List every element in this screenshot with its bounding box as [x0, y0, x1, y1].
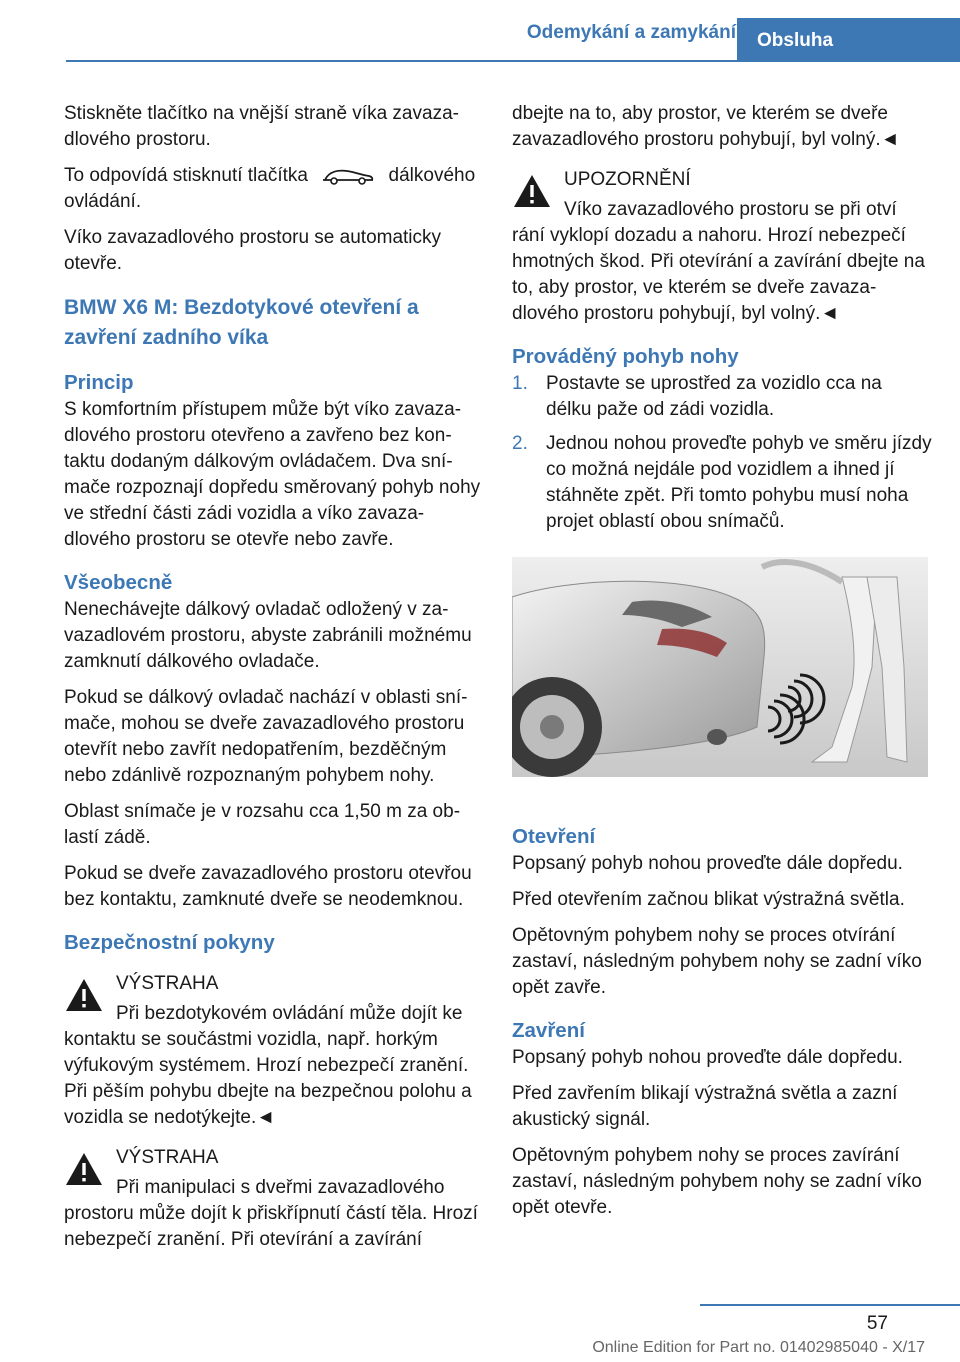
- page-number: 57: [866, 1313, 888, 1334]
- paragraph: Pokud se dálkový ovladač nachází v oblasti snímače, mohou se dveře zavazadlového prostoru otevřít nebo zavřít nedopatřením, bezděčným nebo zdánlivě rozpoznaným pohybem nohy.: [64, 687, 468, 786]
- warning-title: VÝSTRAHA: [116, 973, 219, 994]
- paragraph: dbejte na to, aby prostor, ve kterém se dveře zavazadlového prostoru pohybují, byl volný.◄: [512, 103, 900, 150]
- caution-text: rání vyklopí dozadu a nahoru. Hrozí nebezpečí hmotných škod. Při otevírání a zavírání dbejte na to, aby prostor, ve kterém se dveře zavazadlového prostoru pohybují, byl volný.◄: [512, 225, 925, 324]
- step-number: 1.: [512, 373, 528, 394]
- paragraph: Stiskněte tlačítko na vnější straně víka zavazadlového prostoru.: [64, 103, 459, 150]
- paragraph: Opětovným pohybem nohy se proces otvírání zastaví, následným pohybem nohy se zadní víko opět zavře.: [512, 925, 922, 998]
- warning-icon: [512, 173, 552, 209]
- warning-text: Při manipulaci s dveřmi zavazadlového: [116, 1177, 445, 1198]
- paragraph: Nenechávejte dálkový ovladač odložený v zavazadlovém prostoru, abyste zabránili možnému zamknutí dálkového ovladače.: [64, 599, 472, 672]
- warning-icon: [64, 977, 104, 1013]
- car-key-icon: [321, 167, 375, 185]
- step-text: Postavte se uprostřed za vozidlo cca na délku paže od zádi vozidla.: [546, 373, 882, 420]
- text-fragment: dálkového ovládání.: [64, 165, 476, 212]
- subheading-safety: Bezpečnostní pokyny: [64, 931, 275, 954]
- subheading-princip: Princip: [64, 371, 134, 394]
- car-sensor-illustration: [512, 557, 928, 777]
- right-column: [512, 101, 932, 1231]
- step-item: [512, 371, 932, 423]
- caution-text: Víko zavazadlového prostoru se při otví: [564, 199, 897, 220]
- warning-block: [64, 971, 484, 1131]
- section-heading: BMW X6 M: Bezdotykové otevření a zavření zadního víka: [64, 296, 419, 349]
- header-section-title: Odemykání a zamykání: [526, 22, 736, 43]
- header-rule: [66, 60, 960, 62]
- warning-text: kontaktu se součástmi vozidla, např. horkým výfukovým systémem. Hrozí nebezpečí zranění. Při pěším pohybu dbejte na bezpečnou polohu a vozidla se nedotýkejte.◄: [64, 1029, 472, 1128]
- paragraph: Popsaný pohyb nohou proveďte dále dopředu.: [512, 853, 903, 874]
- text-fragment: To odpovídá stisknutí tlačítka: [64, 165, 308, 186]
- paragraph-key: [64, 163, 484, 215]
- subheading-general: Všeobecně: [64, 571, 173, 594]
- caution-block: [512, 167, 932, 327]
- warning-block: [64, 1145, 484, 1253]
- left-column: [64, 101, 484, 1265]
- footer-rule: [700, 1304, 960, 1306]
- footer-note: Online Edition for Part no. 01402985040 - X/17: [592, 1339, 925, 1356]
- subheading-open: Otevření: [512, 825, 596, 848]
- step-item: [512, 431, 932, 535]
- subheading-close: Zavření: [512, 1019, 585, 1042]
- paragraph: Před zavřením blikají výstražná světla a zazní akustický signál.: [512, 1083, 898, 1130]
- warning-icon: [64, 1151, 104, 1187]
- paragraph: Víko zavazadlového prostoru se automaticky otevře.: [64, 227, 442, 274]
- paragraph: Opětovným pohybem nohy se proces zavírání zastaví, následným pohybem nohy se zadní víko opět otevře.: [512, 1145, 922, 1218]
- step-number: 2.: [512, 433, 528, 454]
- subheading-motion: Prováděný pohyb nohy: [512, 345, 739, 368]
- warning-text: Při bezdotykovém ovládání může dojít ke: [116, 1003, 463, 1024]
- header-chapter-tab: Obsluha: [737, 18, 960, 62]
- paragraph: Oblast snímače je v rozsahu cca 1,50 m za oblastí zádě.: [64, 801, 461, 848]
- paragraph: Pokud se dveře zavazadlového prostoru otevřou bez kontaktu, zamknuté dveře se neodemknou.: [64, 863, 472, 910]
- warning-title: VÝSTRAHA: [116, 1147, 219, 1168]
- paragraph: Popsaný pohyb nohou proveďte dále dopředu.: [512, 1047, 903, 1068]
- paragraph: Před otevřením začnou blikat výstražná světla.: [512, 889, 905, 910]
- steps-list: [512, 371, 932, 535]
- step-text: Jednou nohou proveďte pohyb ve směru jízdy co možná nejdále pod vozidlem a ihned jí stáhněte zpět. Při tomto pohybu musí noha projet oblastí obou snímačů.: [546, 433, 932, 532]
- caution-title: UPOZORNĚNÍ: [564, 169, 691, 190]
- warning-text: prostoru může dojít k přiskřípnutí částí těla. Hrozí nebezpečí zranění. Při otevírání a zavírání: [64, 1203, 478, 1250]
- paragraph: S komfortním přístupem může být víko zavazadlového prostoru otevřeno a zavřeno bez kontaktu dodaným dálkovým ovládačem. Dva snímače rozpoznají dopředu směrovaný pohyb nohy ve střední části zádi vozidla a víko zavazadlového prostoru se otevře nebo zavře.: [64, 399, 481, 550]
